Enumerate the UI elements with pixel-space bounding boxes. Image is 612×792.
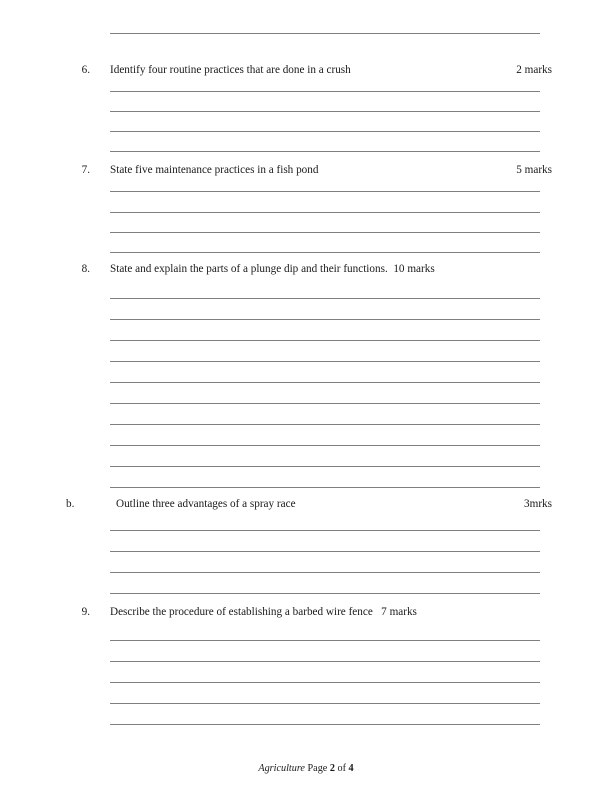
- answer-line: [110, 232, 540, 233]
- question-text-9: Describe the procedure of establishing a barbed wire fence 7 marks: [110, 606, 417, 618]
- question-text-7: State five maintenance practices in a fish pond: [110, 164, 319, 176]
- answer-line: [110, 724, 540, 725]
- footer-page-number: 2: [329, 763, 335, 774]
- question-text-b: Outline three advantages of a spray race: [116, 498, 296, 510]
- footer-subject: Agriculture: [258, 763, 305, 774]
- answer-line: [110, 551, 540, 552]
- answer-line: [110, 319, 540, 320]
- answer-line: [110, 661, 540, 662]
- answer-line: [110, 340, 540, 341]
- answer-line: [110, 33, 540, 34]
- answer-line: [110, 403, 540, 404]
- answer-line: [110, 191, 540, 192]
- answer-line: [110, 382, 540, 383]
- question-marks-6: 2 marks: [516, 64, 552, 76]
- question-marks-7: 5 marks: [516, 164, 552, 176]
- answer-line: [110, 682, 540, 683]
- question-number-9: 9.: [81, 606, 90, 618]
- answer-line: [110, 212, 540, 213]
- footer-page-total: 4: [348, 763, 354, 774]
- answer-line: [110, 593, 540, 594]
- answer-line: [110, 91, 540, 92]
- answer-line: [110, 252, 540, 253]
- question-number-b: b.: [66, 498, 75, 510]
- answer-line: [110, 424, 540, 425]
- answer-line: [110, 445, 540, 446]
- answer-line: [110, 640, 540, 641]
- answer-line: [110, 703, 540, 704]
- question-row-b: [60, 498, 552, 511]
- footer-of-word: of: [337, 763, 346, 774]
- question-number-8: 8.: [81, 263, 90, 275]
- question-row-7: [60, 164, 552, 177]
- answer-line: [110, 466, 540, 467]
- question-number-7: 7.: [81, 164, 90, 176]
- answer-line: [110, 361, 540, 362]
- answer-line: [110, 572, 540, 573]
- answer-line: [110, 111, 540, 112]
- question-text-6: Identify four routine practices that are done in a crush: [110, 64, 351, 76]
- question-row-6: [60, 64, 552, 77]
- footer-page-word: Page: [307, 763, 328, 774]
- answer-line: [110, 151, 540, 152]
- question-text-8: State and explain the parts of a plunge dip and their functions. 10 marks: [110, 263, 435, 275]
- answer-line: [110, 530, 540, 531]
- page-footer: [0, 763, 612, 774]
- answer-line: [110, 487, 540, 488]
- answer-line: [110, 298, 540, 299]
- question-number-6: 6.: [81, 64, 90, 76]
- question-marks-b: 3mrks: [524, 498, 552, 510]
- question-row-8: [60, 263, 552, 276]
- answer-line: [110, 131, 540, 132]
- question-row-9: [60, 606, 552, 619]
